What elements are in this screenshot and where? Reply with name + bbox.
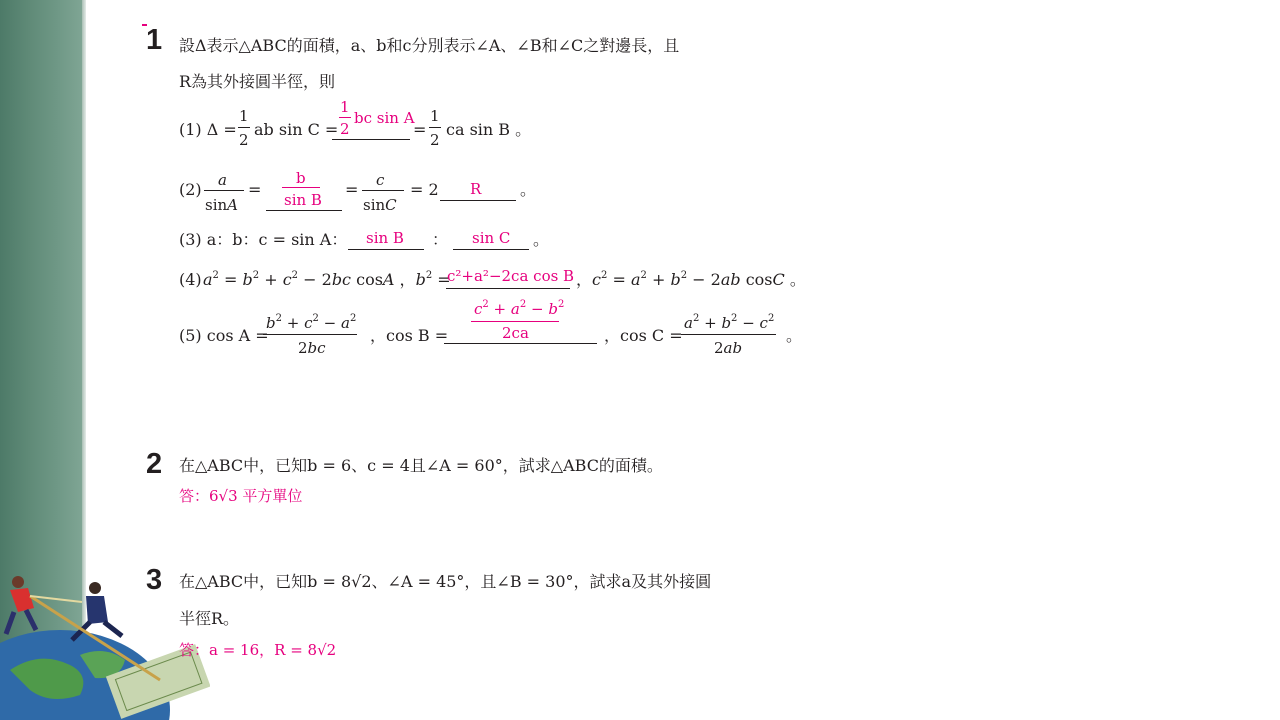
item5-ans-den: 2ca (502, 324, 529, 342)
item5-ans-bar (471, 321, 559, 322)
item2-eq1: = (248, 180, 262, 199)
item1-frac-num: 1 (239, 107, 249, 125)
item3-colon: ： (432, 230, 449, 249)
item4-label: (4) (179, 270, 202, 289)
item2-eq3: = 2 (410, 180, 439, 199)
problem-2-question: 在△ABC中，已知b = 6、c = 4且∠A = 60°，試求△ABC的面積。 (179, 456, 663, 475)
item2-bar-a (204, 190, 244, 191)
item2-den-a: sinA (205, 196, 238, 214)
item1-end: ca sin B 。 (446, 120, 532, 139)
problem-3-number: 3 (146, 564, 163, 596)
item5-den-a: 2bc (298, 339, 326, 357)
item2-num-a: a (218, 171, 227, 189)
item2-end: 。 (520, 180, 537, 199)
item1-eq: = (413, 120, 427, 139)
item5-label: (5) cos A = (179, 326, 269, 345)
item1-fracbar (238, 127, 250, 128)
item1-tail: ab sin C = (254, 120, 339, 139)
item2-num-c: c (376, 171, 385, 189)
item2-r-line (440, 200, 516, 201)
item4-answer-line (446, 288, 570, 289)
problem-3-question-line1: 在△ABC中，已知b = 8√2、∠A = 45°，且∠B = 30°，試求a及其外接圓 (179, 572, 712, 591)
item3-label: (3) a：b：c = sin A： (179, 230, 348, 249)
item5-answer-line (444, 343, 597, 344)
item2-ans-r: R (470, 180, 482, 198)
item2-bar-c (362, 190, 404, 191)
item1-answer-line (332, 139, 410, 140)
item3-end: 。 (533, 230, 550, 249)
item2-ans-bar (282, 187, 320, 188)
problem-1-line2: R為其外接圓半徑，則 (179, 72, 336, 91)
item5-tail: ，cos C = (604, 326, 683, 345)
problem-3-answer: 答：a = 16，R = 8√2 (179, 641, 337, 659)
problem-1-number: 1 (146, 24, 163, 56)
item1-fracbar2 (429, 127, 441, 128)
item2-ans-num: b (296, 169, 306, 187)
item5-num-a: $b^2 + c^2 - a^2$ (266, 313, 357, 332)
item1-label: (1) Δ = (179, 120, 237, 139)
item4-ans: c²+a²−2ca cos B (447, 267, 575, 285)
item3-ans2: sin C (472, 229, 511, 247)
item5-mid: ，cos B = (370, 326, 449, 345)
item1-ans-den: 2 (340, 120, 350, 138)
item5-ans-num: $c^2 + a^2 - b^2$ (474, 299, 565, 318)
item2-label: (2) (179, 180, 202, 199)
item2-eq2: = (345, 180, 359, 199)
item1-ans-half-num: 1 (340, 98, 350, 116)
item5-bar-c (681, 334, 776, 335)
item5-num-c: $a^2 + b^2 - c^2$ (684, 313, 775, 332)
item2-ans-den: sin B (284, 191, 322, 209)
item2-den-c: sinC (363, 196, 397, 214)
item1-frac-den: 2 (239, 131, 249, 149)
item4-eq-c: ，$c^2 = a^2 + b^2 - 2ab$ cosC 。 (576, 270, 806, 289)
item3-line1 (348, 249, 424, 250)
problem-2-number: 2 (146, 448, 163, 480)
item1-ans-half-bar (339, 117, 351, 118)
problem-1-line1: 設Δ表示△ABC的面積，a、b和c分別表示∠A、∠B和∠C之對邊長，且 (179, 36, 680, 55)
problem-2-answer: 答：6√3 平方單位 (179, 487, 303, 505)
item1-frac2-den: 2 (430, 131, 440, 149)
item5-den-c: 2ab (714, 339, 743, 357)
item5-bar-a (263, 334, 357, 335)
item1-ans-num: bc sin A (354, 109, 415, 127)
item5-end: 。 (786, 326, 803, 345)
item1-frac2-num: 1 (430, 107, 440, 125)
item3-ans1: sin B (366, 229, 404, 247)
problem-3-question-line2: 半徑R。 (179, 609, 240, 628)
item4-eq-a: $a^2 = b^2 + c^2 - 2bc$ cosA ，$b^2$ = (203, 270, 451, 289)
item3-line2 (453, 249, 529, 250)
item2-answer-line (266, 210, 342, 211)
